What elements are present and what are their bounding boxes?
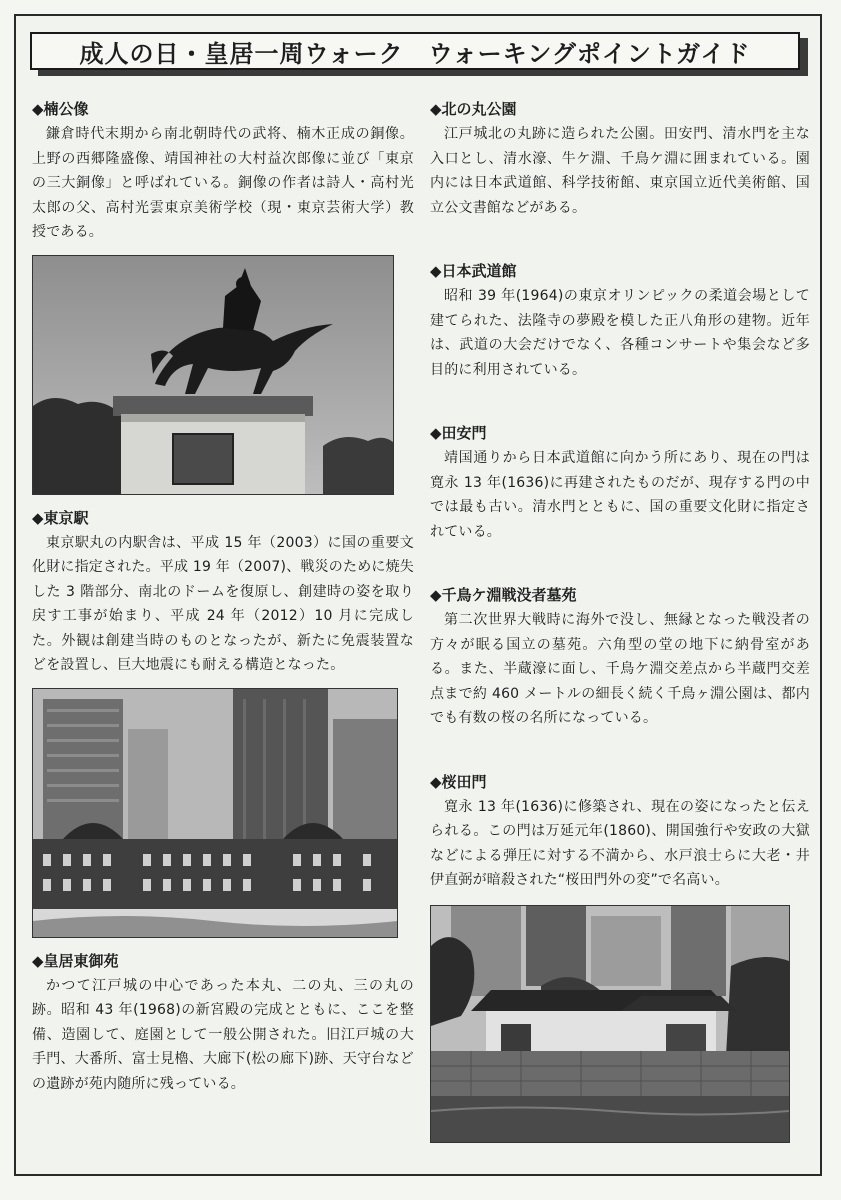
page-title: 成人の日・皇居一周ウォーク ウォーキングポイントガイド <box>30 32 800 70</box>
section-body: 第二次世界大戦時に海外で没し、無縁となった戦没者の方々が眠る国立の墓苑。六角型の堂の地下に納骨室がある。また、半蔵濠に面し、千鳥ケ淵交差点から半蔵門交差点まで約 460 メートルの細長く続く千鳥ヶ淵公園は、都内でも有数の桜の名所になっている。 <box>430 612 810 726</box>
section-budokan <box>430 260 810 382</box>
photo-tokyo-station <box>32 688 398 938</box>
section-body: 東京駅丸の内駅舎は、平成 15 年（2003）に国の重要文化財に指定された。平成 19 年（2007)、戦災のために焼失した 3 階部分、南北のドームを復原し、創建時の姿を取り戻す工事が始まり、平成 24 年（2012）10 月に完成した。外観は創建当時のものとなったが、新たに免震装置などを設置し、巨大地震にも耐える構造となった。 <box>32 534 415 673</box>
left-column <box>32 98 414 1106</box>
section-heading: ◆田安門 <box>430 424 487 442</box>
section-body: かつて江戸城の中心であった本丸、二の丸、三の丸の跡。昭和 43 年(1968)の新宮殿の完成とともに、ここを整備、造園して、庭園として一般公開された。旧江戸城の大手門、大番所、富士見櫓、大廊下(松の廊下)跡、天守台などの遺跡が苑内随所に残っている。 <box>32 977 414 1092</box>
photo-sakuradamon <box>430 905 790 1143</box>
section-body: 江戸城北の丸跡に造られた公園。田安門、清水門を主な入口とし、清水濠、牛ケ淵、千鳥ケ淵に囲まれている。園内には日本武道館、科学技術館、東京国立近代美術館、国立公文書館などがある。 <box>430 126 810 216</box>
spacer <box>430 741 810 771</box>
section-heading: ◆東京駅 <box>32 508 89 527</box>
section-kusunoki <box>32 98 414 245</box>
section-heading: ◆北の丸公園 <box>430 100 517 118</box>
section-heading: ◆桜田門 <box>430 772 487 791</box>
right-column <box>430 98 810 1143</box>
section-body: 靖国通りから日本武道館に向かう所にあり、現在の門は寛永 13 年(1636)に再建されたものだが、現存する門の中では最も古い。清水門とともに、国の重要文化財に指定されている。 <box>430 450 810 540</box>
spacer <box>430 554 810 584</box>
section-body: 鎌倉時代末期から南北朝時代の武将、楠木正成の銅像。上野の西郷隆盛像、靖国神社の大村益次郎像に並び「東京の三大銅像」と呼ばれている。銅像の作者は詩人・高村光太郎の父、高村光雲東京美術学校（現・東京芸術大学）教授である。 <box>32 126 414 240</box>
section-tokyo-station <box>32 507 414 678</box>
photo-kusunoki-statue <box>32 255 394 495</box>
section-tayasumon <box>430 422 810 544</box>
page-frame <box>14 14 822 1176</box>
section-heading: ◆皇居東御苑 <box>32 951 119 970</box>
section-chidorigafuchi <box>430 584 810 731</box>
section-heading: ◆千鳥ケ淵戦没者墓苑 <box>430 586 577 604</box>
spacer <box>430 392 810 422</box>
spacer <box>430 230 810 260</box>
section-sakuradamon <box>430 771 810 893</box>
section-body: 寛永 13 年(1636)に修築され、現在の姿になったと伝えられる。この門は万延元年(1860)、開国強行や安政の大獄などによる弾圧に対する不満から、水戸浪士らに大老・井伊直弼が暗殺された“桜田門外の変”で名高い。 <box>430 798 810 888</box>
section-heading: ◆日本武道館 <box>430 262 517 280</box>
section-east-gardens <box>32 950 414 1097</box>
section-heading: ◆楠公像 <box>32 100 89 118</box>
title-banner <box>30 32 812 76</box>
section-body: 昭和 39 年(1964)の東京オリンピックの柔道会場として建てられた、法隆寺の夢殿を模した正八角形の建物。近年は、武道の大会だけでなく、各種コンサートや集会など多目的に利用されている。 <box>430 288 810 378</box>
section-kitanomaru <box>430 98 810 220</box>
